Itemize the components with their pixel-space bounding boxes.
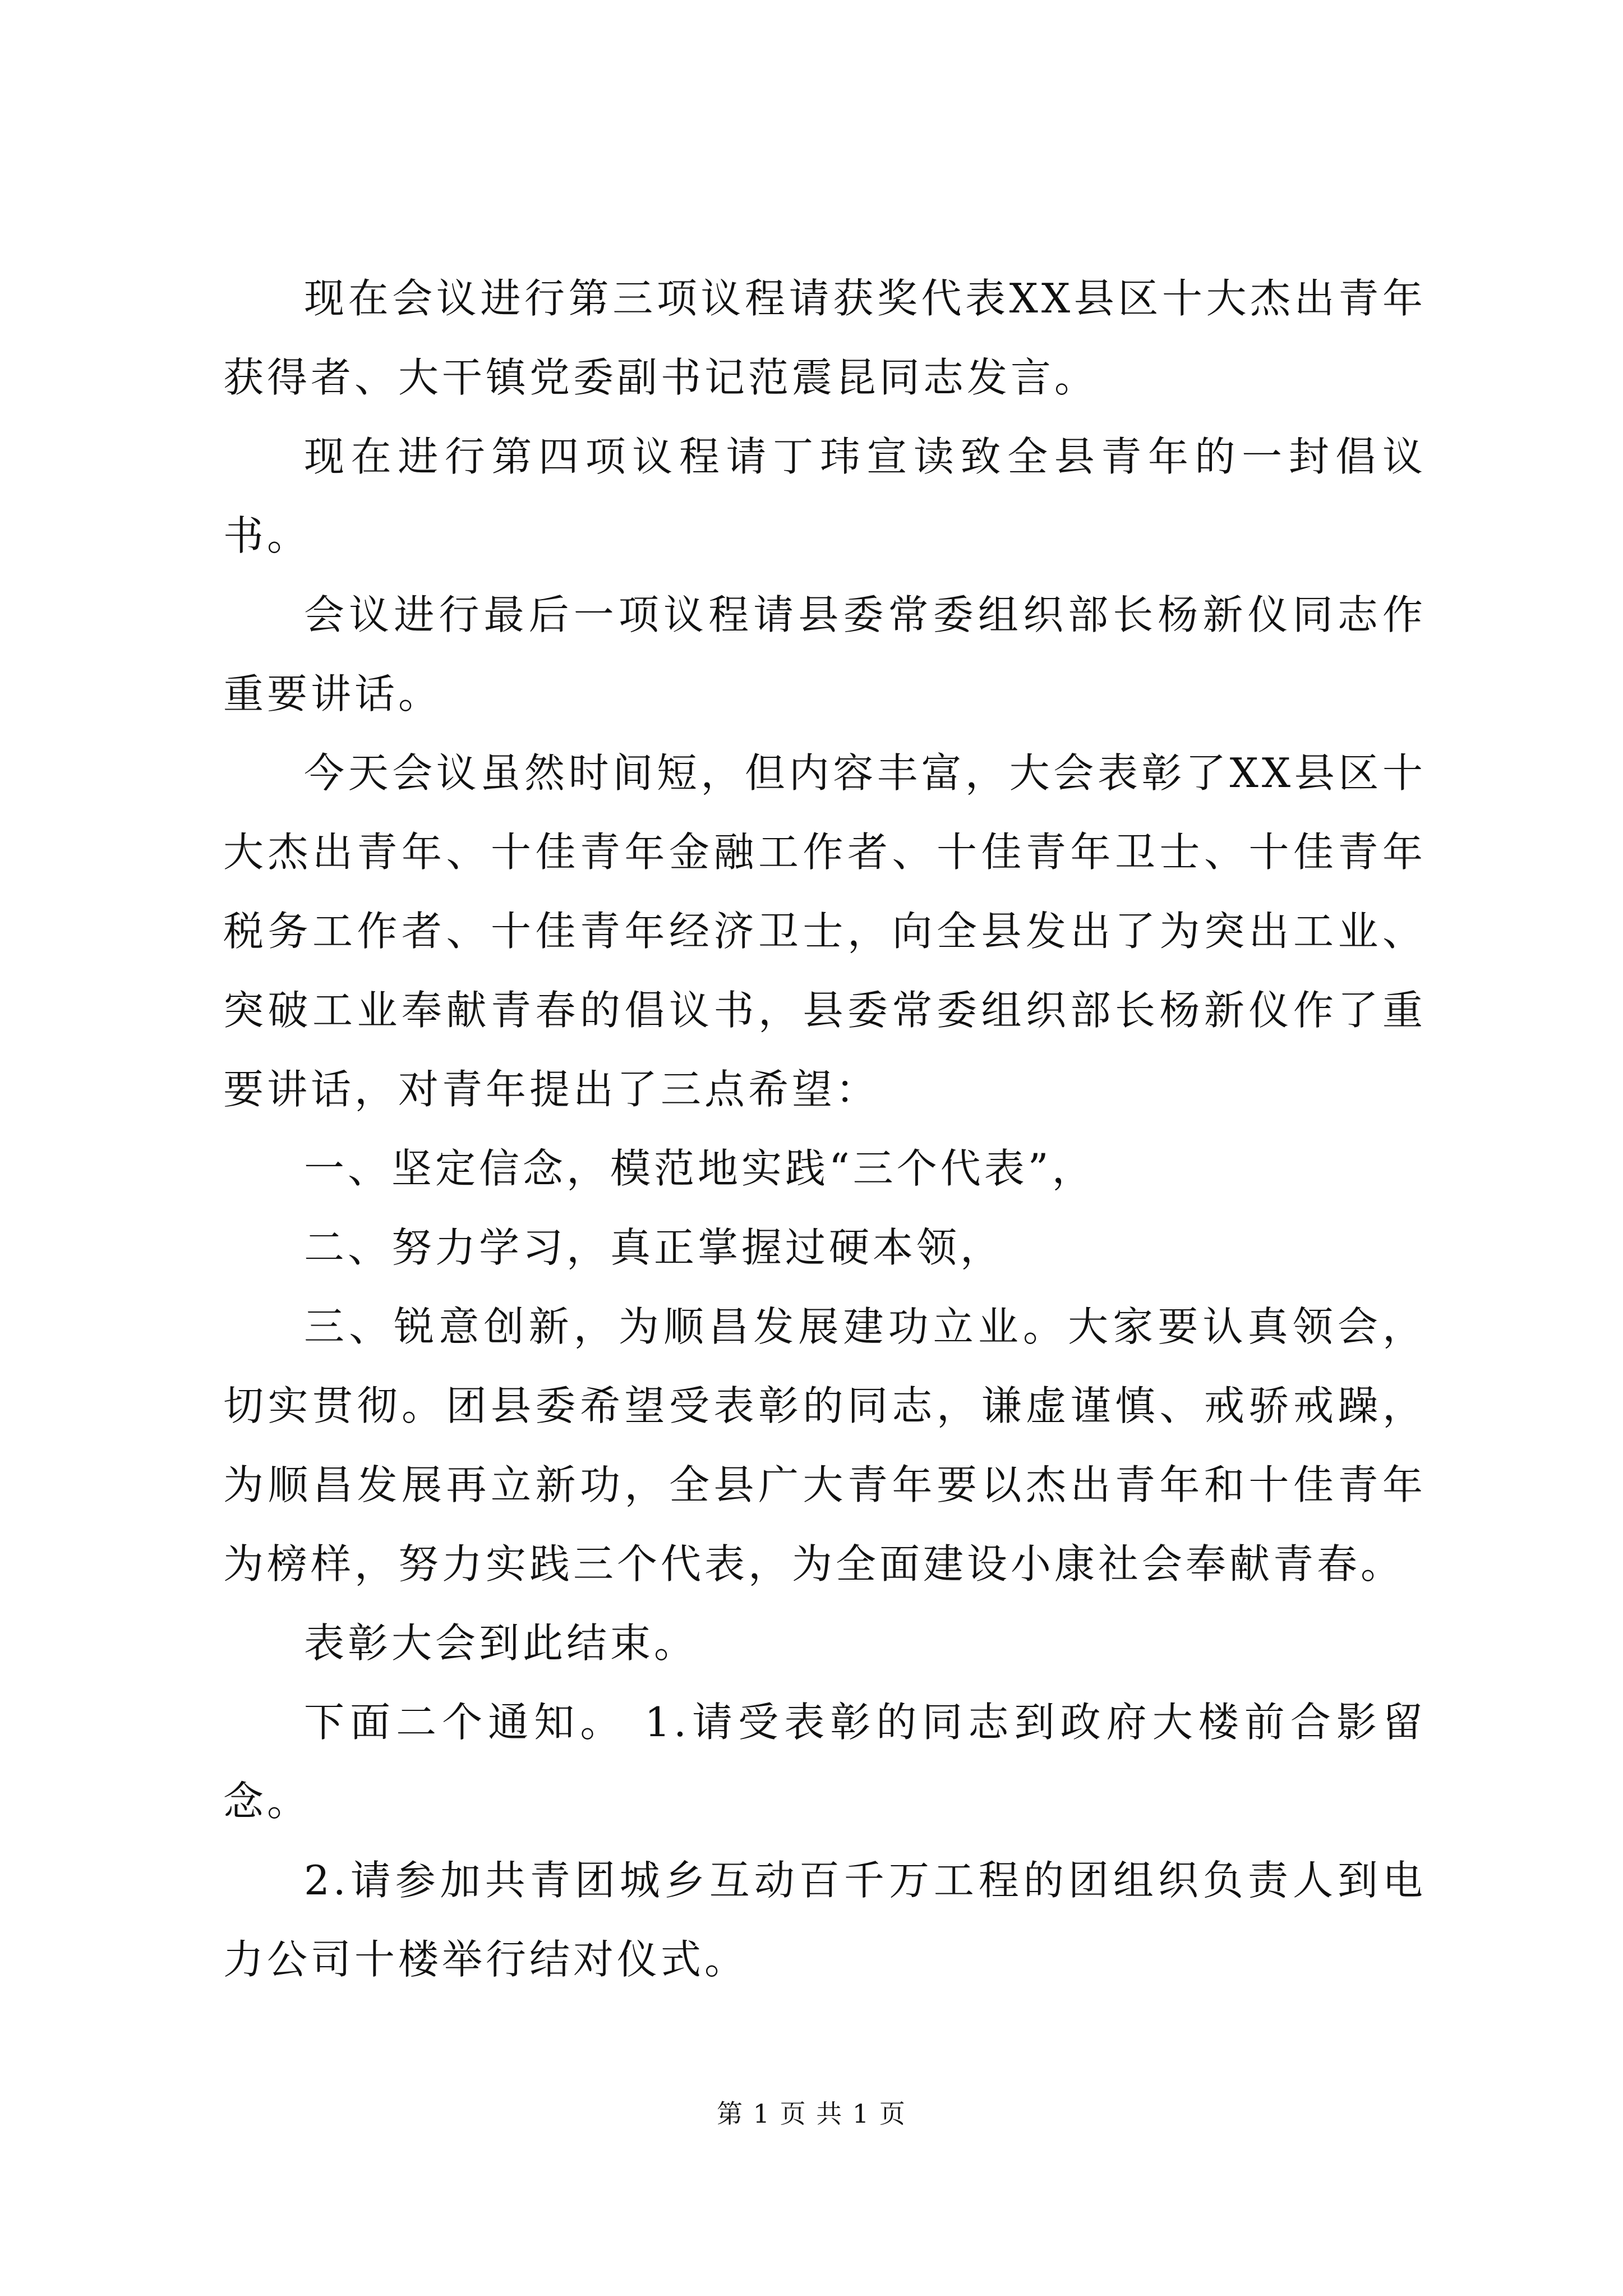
paragraph-notice-1: 下面二个通知。 1.请受表彰的同志到政府大楼前合影留念。 — [223, 1699, 1426, 1825]
paragraph-summary: 今天会议虽然时间短，但内容丰富，大会表彰了XX县区十大杰出青年、十佳青年金融工作者、十佳青年卫士、十佳青年税务工作者、十佳青年经济卫士，向全县发出了为突出工业、突破工业奉献青春的倡议书，县委常委组织部长杨新仪作了重要讲话，对青年提出了三点希望： — [223, 749, 1426, 1113]
document-body — [223, 259, 1426, 1999]
paragraph-hope-3: 三、锐意创新，为顺昌发展建功立业。大家要认真领会，切实贯彻。团县委希望受表彰的同志，谦虚谨慎、戒骄戒躁，为顺昌发展再立新功，全县广大青年要以杰出青年和十佳青年为榜样，努力实践三个代表，为全面建设小康社会奉献青春。 — [223, 1303, 1426, 1588]
paragraph-notice-2: 2.请参加共青团城乡互动百千万工程的团组织负责人到电力公司十楼举行结对仪式。 — [223, 1857, 1426, 1983]
paragraph-hope-2: 二、努力学习，真正掌握过硬本领， — [304, 1224, 1004, 1271]
paragraph-agenda-final: 会议进行最后一项议程请县委常委组织部长杨新仪同志作重要讲话。 — [223, 591, 1426, 717]
paragraph-agenda-3: 现在会议进行第三项议程请获奖代表XX县区十大杰出青年获得者、大干镇党委副书记范震昆同志发言。 — [223, 275, 1426, 401]
paragraph-agenda-4: 现在进行第四项议程请丁玮宣读致全县青年的一封倡议书。 — [223, 433, 1426, 559]
paragraph-closing: 表彰大会到此结束。 — [304, 1619, 698, 1667]
page-footer: 第 1 页 共 1 页 — [717, 2099, 906, 2129]
paragraph-hope-1: 一、坚定信念，模范地实践“三个代表”， — [304, 1145, 1096, 1192]
